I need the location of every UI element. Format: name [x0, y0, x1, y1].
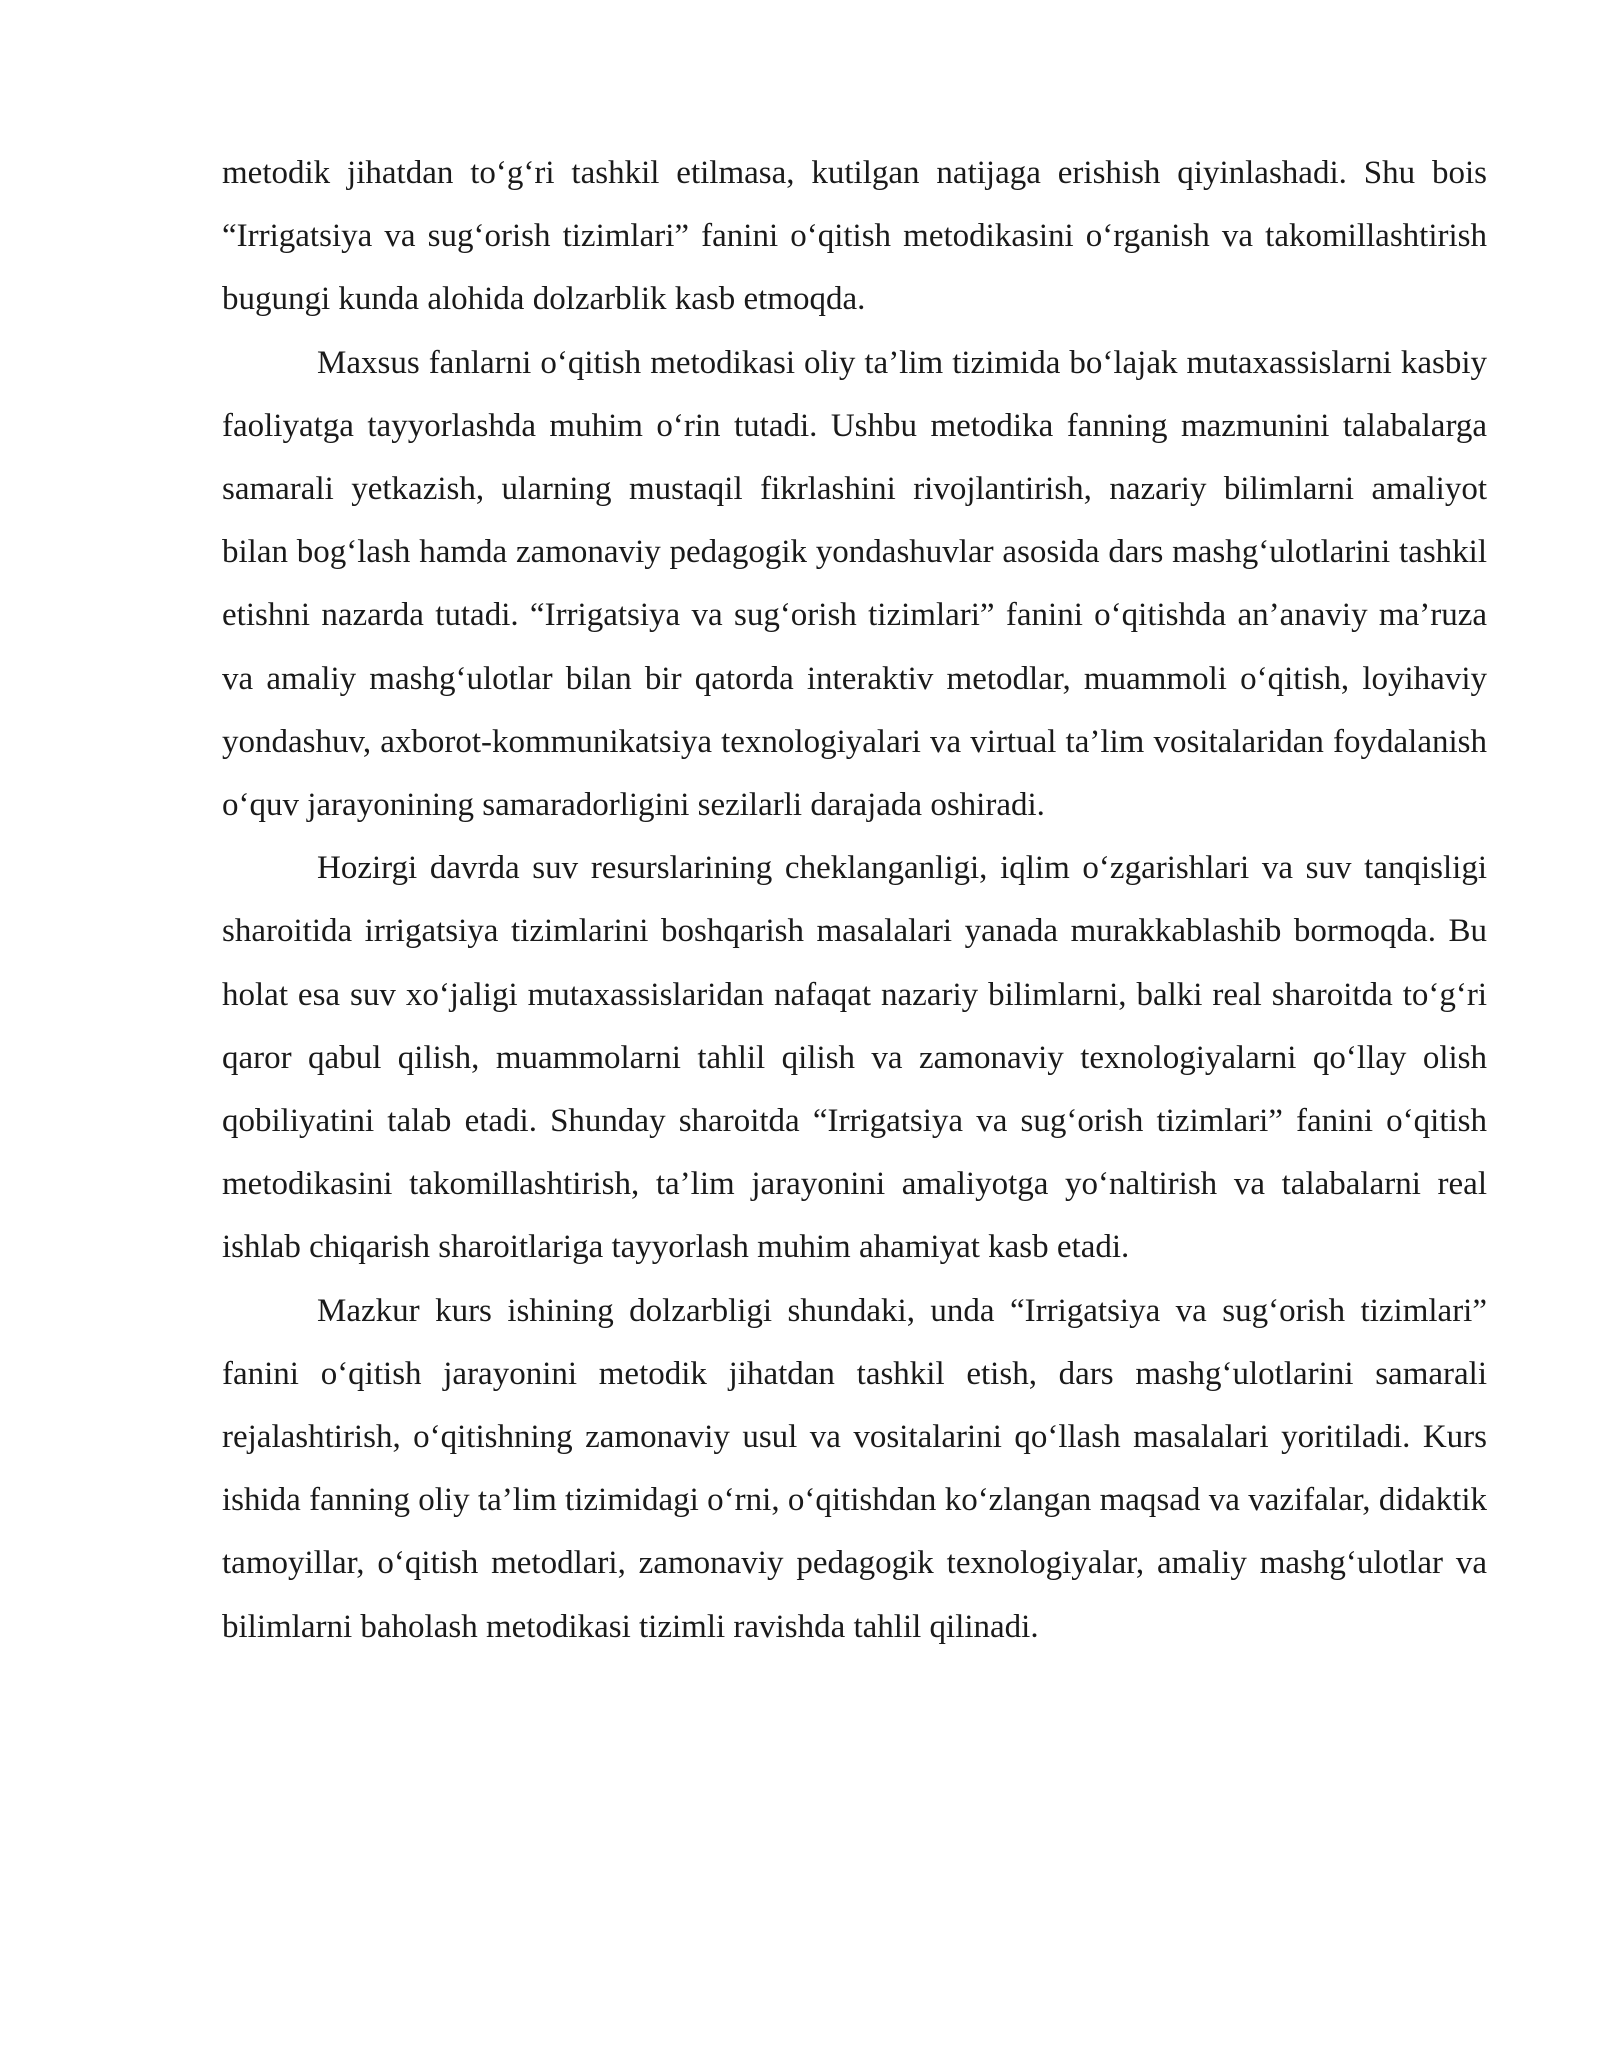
paragraph-teaching-methodology: Maxsus fanlarni o‘qitish metodikasi oliy ta’lim tizimida bo‘lajak mutaxassislarni kasbiy faoliyatga tayyorlashda muhim o‘rin tutadi. Ushbu metodika fanning mazmunini talabalarga samarali yetkazish, ularning mustaqil fikrlashini rivojlantirish, nazariy bilimlarni amaliyot bilan bog‘lash hamda zamonaviy pedagogik yondashuvlar asosida dars mashg‘ulotlarini tashkil etishni nazarda tutadi. “Irrigatsiya va sug‘orish tizimlari” fanini o‘qitishda an’anaviy ma’ruza va amaliy mashg‘ulotlar bilan bir qatorda interaktiv metodlar, muammoli o‘qitish, loyihaviy yondashuv, axborot-kommunikatsiya texnologiyalari va virtual ta’lim vositalaridan foydalanish o‘quv jarayonining samaradorligini sezilarli darajada oshiradi.	[222, 344, 1487, 824]
paragraph-course-relevance: Mazkur kurs ishining dolzarbligi shundaki, unda “Irrigatsiya va sug‘orish tizimlari” fanini o‘qitish jarayonini metodik jihatdan tashkil etish, dars mashg‘ulotlarini samarali rejalashtirish, o‘qitishning zamonaviy usul va vositalarini qo‘llash masalalari yoritiladi. Kurs ishida fanning oliy ta’lim tizimidagi o‘rni, o‘qitishdan ko‘zlangan maqsad va vazifalar, didaktik tamoyillar, o‘qitish metodlari, zamonaviy pedagogik texnologiyalar, amaliy mashg‘ulotlar va bilimlarni baholash metodikasi tizimli ravishda tahlil qilinadi.	[222, 1292, 1487, 1645]
document-body	[222, 142, 1487, 1659]
paragraph-continuation: metodik jihatdan to‘g‘ri tashkil etilmasa, kutilgan natijaga erishish qiyinlashadi. Shu bois “Irrigatsiya va sug‘orish tizimlari” fanini o‘qitish metodikasini o‘rganish va takomillashtirish bugungi kunda alohida dolzarblik kasb etmoqda.	[222, 155, 1487, 318]
paragraph-water-resources: Hozirgi davrda suv resurslarining cheklanganligi, iqlim o‘zgarishlari va suv tanqisligi sharoitida irrigatsiya tizimlarini boshqarish masalalari yanada murakkablashib bormoqda. Bu holat esa suv xo‘jaligi mutaxassislaridan nafaqat nazariy bilimlarni, balki real sharoitda to‘g‘ri qaror qabul qilish, muammolarni tahlil qilish va zamonaviy texnologiyalarni qo‘llay olish qobiliyatini talab etadi. Shunday sharoitda “Irrigatsiya va sug‘orish tizimlari” fanini o‘qitish metodikasini takomillashtirish, ta’lim jarayonini amaliyotga yo‘naltirish va talabalarni real ishlab chiqarish sharoitlariga tayyorlash muhim ahamiyat kasb etadi.	[222, 850, 1487, 1266]
